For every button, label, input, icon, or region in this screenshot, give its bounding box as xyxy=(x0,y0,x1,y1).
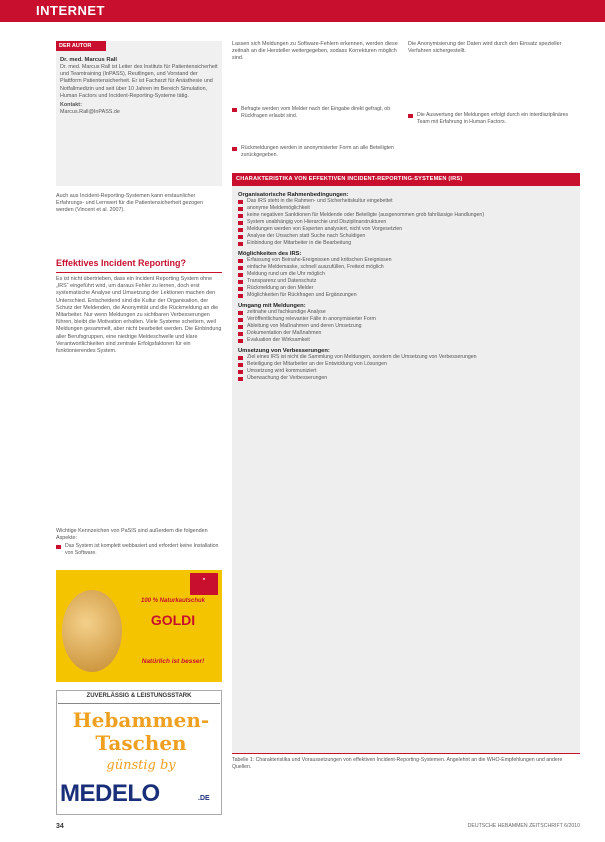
section-heading-handling: Umgang mit Meldungen: xyxy=(238,303,306,309)
list-item: Überwachung der Verbesserungen xyxy=(238,375,574,382)
pacifier-image xyxy=(62,590,122,672)
bullet-icon xyxy=(238,311,243,315)
goldi-badge: ● xyxy=(190,573,218,595)
bullet-text: Das System ist komplett webbasiert und erfordert keine Installation von Software. xyxy=(65,543,219,556)
right-bullet xyxy=(408,112,580,126)
left-body: Es ist nicht übertrieben, dass ein Incident Reporting System ohne „IRS“ eingeführt wird, um daraus Fehler zu lernen, doch erst systematische Analyse und Umsetzung der Lektionen machen den Unterschied. Entscheidend sind die Kultur der Organisation, der Schutz der Meldenden, die Anonymität und die Rückmeldung an die Mitarbeiter. Nur wenn Meldungen zu sichtbaren Verbesserungen führen, bleibt die Motivation erhalten. Viele Systeme scheitern, weil Meldungen gesammelt, aber nicht bearbeitet werden. Die Einbindung aller Berufsgruppen, eine niedrige Meldeschwelle und klare Verantwortlichkeiten sind zentrale Erfolgsfaktoren für ein funktionierendes System. xyxy=(56,276,222,355)
section-heading: Effektives Incident Reporting? xyxy=(56,258,187,268)
list-item: System unabhängig von Hierarchie und Disziplinarstrukturen xyxy=(238,219,574,226)
mid-text: Lassen sich Meldungen zu Software-Fehlern erkennen, werden diese zeitnah an die Hersteller weitergegeben, sodass Korrekturen möglich sind. xyxy=(232,41,398,62)
bullet-icon xyxy=(238,287,243,291)
bullet-icon xyxy=(238,214,243,218)
bullet-icon xyxy=(238,273,243,277)
list-item: Das IRS steht in die Rahmen- und Sicherheitskultur eingebettet xyxy=(238,198,574,205)
list-item: keine negativen Sanktionen für Meldende oder Beteiligte (ausgenommen grob fahrlässige Handlungen) xyxy=(238,212,574,219)
bullet-icon xyxy=(238,377,243,381)
author-text xyxy=(60,57,218,116)
bullet-icon xyxy=(238,221,243,225)
medelo-line1: Hebammen- xyxy=(72,708,210,732)
bullet-icon xyxy=(238,356,243,360)
bullet-icon xyxy=(238,294,243,298)
caption-rule xyxy=(232,753,580,754)
goldi-tagline: Natürlich ist besser! xyxy=(141,658,205,665)
author-bio: Dr. med. Marcus Rall ist Leiter des Instituts für Patientensicherheit und Teamtraining (InPASS), Reutlingen, und Vorstand der Plattform Patientensicherheit. Er ist Facharzt für Anästhesie und Notfallmedizin und seit über 10 Jahren im Bereich Simulation, Human Factors und Incident-Reporting-Systeme tätig. xyxy=(60,64,218,99)
bullet-icon xyxy=(56,545,61,549)
characteristics-content xyxy=(238,192,574,382)
goldi-slogan: 100 % Naturkautschuk xyxy=(140,598,206,604)
author-contact-label: Kontakt: xyxy=(60,102,82,109)
bullet-icon xyxy=(238,228,243,232)
bullet-icon xyxy=(238,235,243,239)
bullet-icon xyxy=(238,266,243,270)
list-item: Rückmeldung an den Melder xyxy=(238,285,574,292)
bullet-text: Die Auswertung der Meldungen erfolgt durch ein interdisziplinäres Team mit Erfahrung in Human Factors. xyxy=(417,112,569,125)
medelo-divider xyxy=(58,703,220,704)
list-item: Ableitung von Maßnahmen und deren Umsetzung xyxy=(238,323,574,330)
list-item: zeitnahe und fachkundige Analyse xyxy=(238,309,574,316)
author-name: Dr. med. Marcus Rall xyxy=(60,57,118,63)
bullet-text: Befragte werden vom Melder nach der Eingabe direkt gefragt, ob Rückfragen erlaubt sind. xyxy=(241,106,391,119)
list-item: einfache Meldemaske, schnell auszufüllen, Freitext möglich xyxy=(238,264,574,271)
bullet-icon xyxy=(238,259,243,263)
list-item: Meldungen werden von Experten analysiert, nicht von Vorgesetzten xyxy=(238,226,574,233)
medelo-logo: MEDELO xyxy=(60,780,160,807)
bullet-icon xyxy=(238,318,243,322)
bullet-icon xyxy=(238,370,243,374)
author-label: DER AUTOR xyxy=(56,41,106,51)
list-item: Beteiligung der Mitarbeiter an der Entwicklung von Lösungen xyxy=(238,361,574,368)
bullet-icon xyxy=(232,147,237,151)
list-item: Erfassung von Beinahe-Ereignissen und kritischen Ereignissen xyxy=(238,257,574,264)
list-item: Einbindung der Mitarbeiter in die Bearbeitung xyxy=(238,240,574,247)
journal-name: DEUTSCHE HEBAMMEN ZEITSCHRIFT 6/2010 xyxy=(467,823,580,829)
list-item: Dokumentation der Maßnahmen xyxy=(238,330,574,337)
bullet-icon xyxy=(238,363,243,367)
medelo-top-line: ZUVERLÄSSIG & LEISTUNGSSTARK xyxy=(86,693,192,699)
bullet-icon xyxy=(238,207,243,211)
section-heading-org: Organisatorische Rahmenbedingungen: xyxy=(238,192,349,198)
author-contact[interactable]: Marcus.Rall@InPASS.de xyxy=(60,109,120,116)
list-item: Umsetzung wird kommuniziert xyxy=(238,368,574,375)
list-item: Transparenz und Datenschutz xyxy=(238,278,574,285)
left-intro: Auch aus Incident-Reporting-Systemen kann erstaunlicher Erfahrungs- und Lernwert für die Patientensicherheit gezogen werden (Vincent et al. 2007). xyxy=(56,193,204,214)
table-caption: Tabelle 1: Charakteristika und Voraussetzungen von effektiven Incident-Reporting-Systemen. Angelehnt an die WHO-Empfehlungen und andere Quellen. xyxy=(232,757,563,771)
bullet-icon xyxy=(238,242,243,246)
bullet-icon xyxy=(238,325,243,329)
list-item: Meldung rund um die Uhr möglich xyxy=(238,271,574,278)
goldi-brand: GOLDI xyxy=(150,612,196,628)
bullet-icon xyxy=(238,200,243,204)
section-heading-options: Möglichkeiten des IRS: xyxy=(238,251,302,257)
bullet-text: Rückmeldungen werden in anonymisierter Form an alle Beteiligten zurückgegeben. xyxy=(241,145,394,158)
list-item: Veröffentlichung relevanter Fälle in anonymisierter Form xyxy=(238,316,574,323)
mid-bullet-1 xyxy=(232,106,400,120)
bullet-icon xyxy=(408,114,413,118)
characteristics-title: CHARAKTERISTIKA VON EFFEKTIVEN INCIDENT-REPORTING-SYSTEMEN (IRS) xyxy=(232,173,580,186)
bullet-icon xyxy=(238,339,243,343)
list-item: Analyse der Ursachen statt Suche nach Schuldigen xyxy=(238,233,574,240)
page-number: 34 xyxy=(56,823,64,830)
divider xyxy=(56,272,222,273)
left-extra: Wichtige Kennzeichen von PaSIS sind außerdem die folgenden Aspekte: xyxy=(56,528,208,542)
section-title: INTERNET xyxy=(36,3,105,18)
bullet-icon xyxy=(238,280,243,284)
bullet-icon xyxy=(232,108,237,112)
right-text: Die Anonymisierung der Daten wird durch den Einsatz spezieller Verfahren sichergestellt. xyxy=(408,41,562,55)
section-heading-improvements: Umsetzung von Verbesserungen: xyxy=(238,348,330,354)
medelo-line2: Taschen xyxy=(95,731,187,755)
list-item: Möglichkeiten für Rückfragen und Ergänzungen xyxy=(238,292,574,299)
mid-bullet-2 xyxy=(232,145,400,159)
list-item: Evaluation der Wirksamkeit xyxy=(238,337,574,344)
bullet-icon xyxy=(238,332,243,336)
left-bullet xyxy=(56,543,222,557)
list-item: anonyme Meldemöglichkeit xyxy=(238,205,574,212)
medelo-line3: günstig by xyxy=(106,758,176,773)
list-item: Ziel eines IRS ist nicht die Sammlung von Meldungen, sondern die Umsetzung von Verbesserungen xyxy=(238,354,574,361)
medelo-domain: .DE xyxy=(198,795,210,802)
